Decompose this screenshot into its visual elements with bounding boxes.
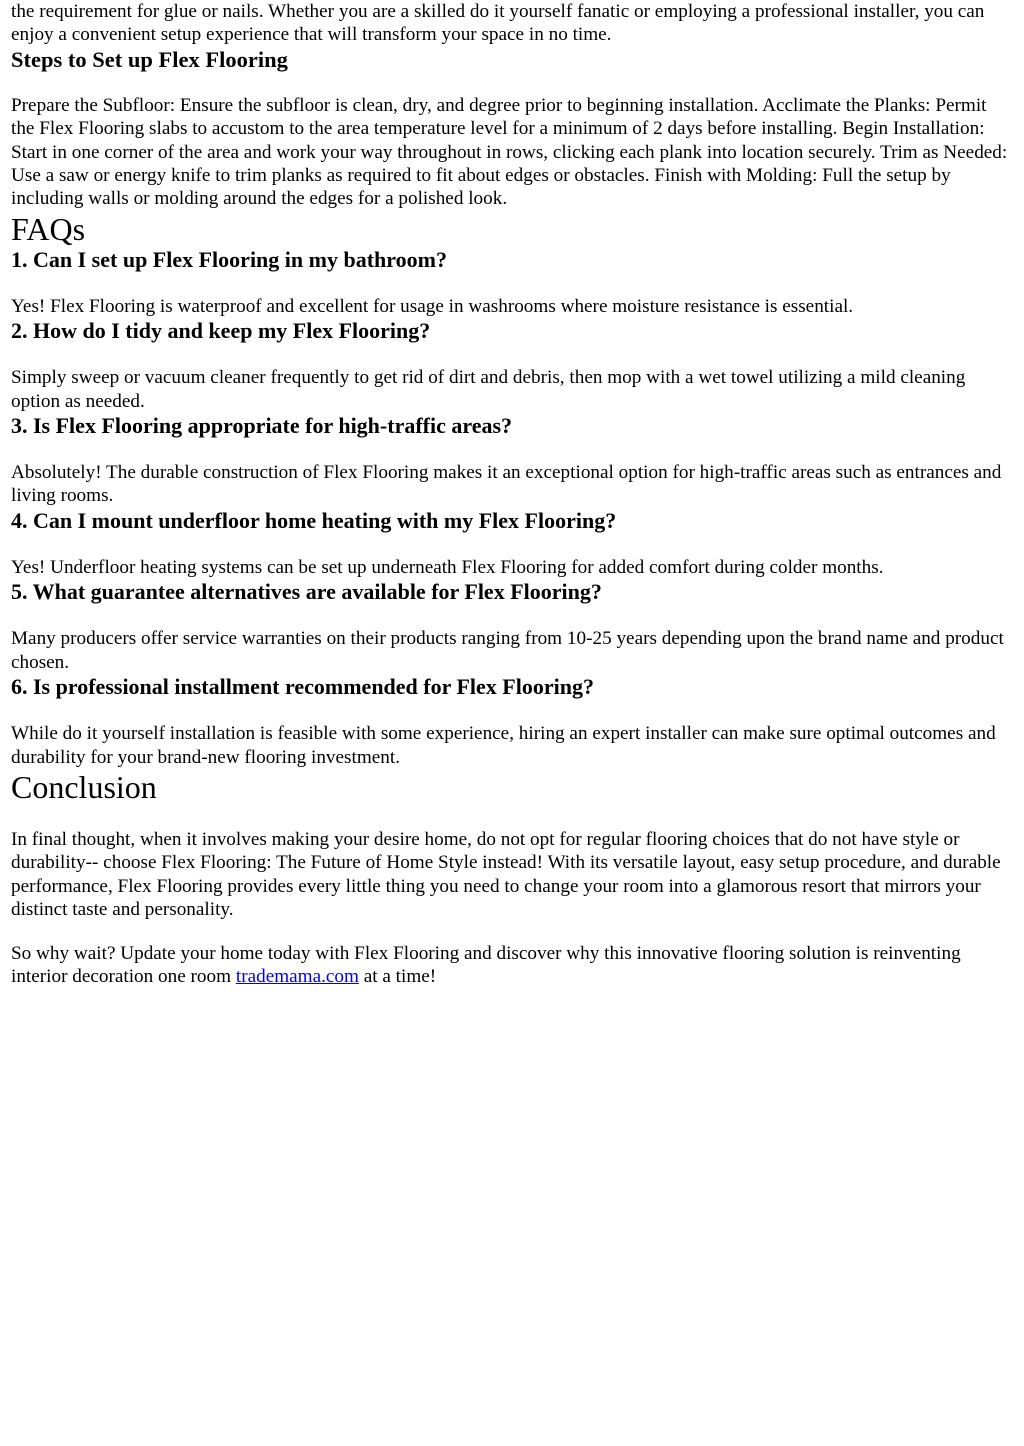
faq-answer-3: Absolutely! The durable construction of Flex Flooring makes it an exceptional option for high-traffic areas such as entrances and living rooms. xyxy=(11,462,1002,507)
faq-answer-6: While do it yourself installation is feasible with some experience, hiring an expert installer can make sure optimal outcomes and durability for your brand-new flooring investment. xyxy=(11,723,996,768)
faq-question-5: 5. What guarantee alternatives are available for Flex Flooring? xyxy=(11,579,602,605)
faq-question-3: 3. Is Flex Flooring appropriate for high-traffic areas? xyxy=(11,413,513,439)
faq-answer-5: Many producers offer service warranties on their products ranging from 10-25 years depending upon the brand name and product chosen. xyxy=(11,628,1004,673)
steps-paragraph: Prepare the Subfloor: Ensure the subfloor is clean, dry, and degree prior to beginning installation. Acclimate the Planks: Permit the Flex Flooring slabs to accustom to the area temperature level for a minimum of 2 days before installing. Begin Installation: Start in one corner of the area and work your way throughout in rows, clicking each plank into location securely. Trim as Needed: Use a saw or energy knife to trim planks as required to fit about edges or obstacles. Finish with Molding: Full the setup by including walls or molding around the edges for a polished look. xyxy=(11,94,1008,210)
faq-question-1: 1. Can I set up Flex Flooring in my bathroom? xyxy=(11,246,447,272)
faq-answer-4: Yes! Underfloor heating systems can be set up underneath Flex Flooring for added comfort during colder months. xyxy=(11,556,884,578)
closing-paragraph xyxy=(11,942,1014,989)
closing-text-after-link: at a time! xyxy=(358,965,437,987)
faqs-heading: FAQs xyxy=(11,210,86,247)
faq-answer-2: Simply sweep or vacuum cleaner frequently to get rid of dirt and debris, then mop with a wet towel utilizing a mild cleaning option as needed. xyxy=(11,367,966,412)
conclusion-heading: Conclusion xyxy=(11,768,157,805)
faq-question-2: 2. How do I tidy and keep my Flex Flooring? xyxy=(11,318,431,344)
faq-answer-1: Yes! Flex Flooring is waterproof and excellent for usage in washrooms where moisture resistance is essential. xyxy=(11,295,854,317)
faq-question-6: 6. Is professional installment recommended for Flex Flooring? xyxy=(11,674,594,700)
closing-text-before-link: So why wait? Update your home today with Flex Flooring and discover why this innovative flooring solution is reinventing interior decoration one room xyxy=(11,942,961,987)
conclusion-paragraph: In final thought, when it involves making your desire home, do not opt for regular flooring choices that do not have style or durability-- choose Flex Flooring: The Future of Home Style instead! With its versatile layout, easy setup procedure, and durable performance, Flex Flooring provides every little thing you need to change your room into a glamorous resort that mirrors your distinct taste and personality. xyxy=(11,828,1001,921)
intro-paragraph: the requirement for glue or nails. Whether you are a skilled do it yourself fanatic or employing a professional installer, you can enjoy a convenient setup experience that will transform your space in no time. xyxy=(11,1,985,46)
trademama-link[interactable]: trademama.com xyxy=(235,965,359,987)
steps-heading: Steps to Set up Flex Flooring xyxy=(11,46,288,72)
faq-question-4: 4. Can I mount underfloor home heating with my Flex Flooring? xyxy=(11,507,617,533)
